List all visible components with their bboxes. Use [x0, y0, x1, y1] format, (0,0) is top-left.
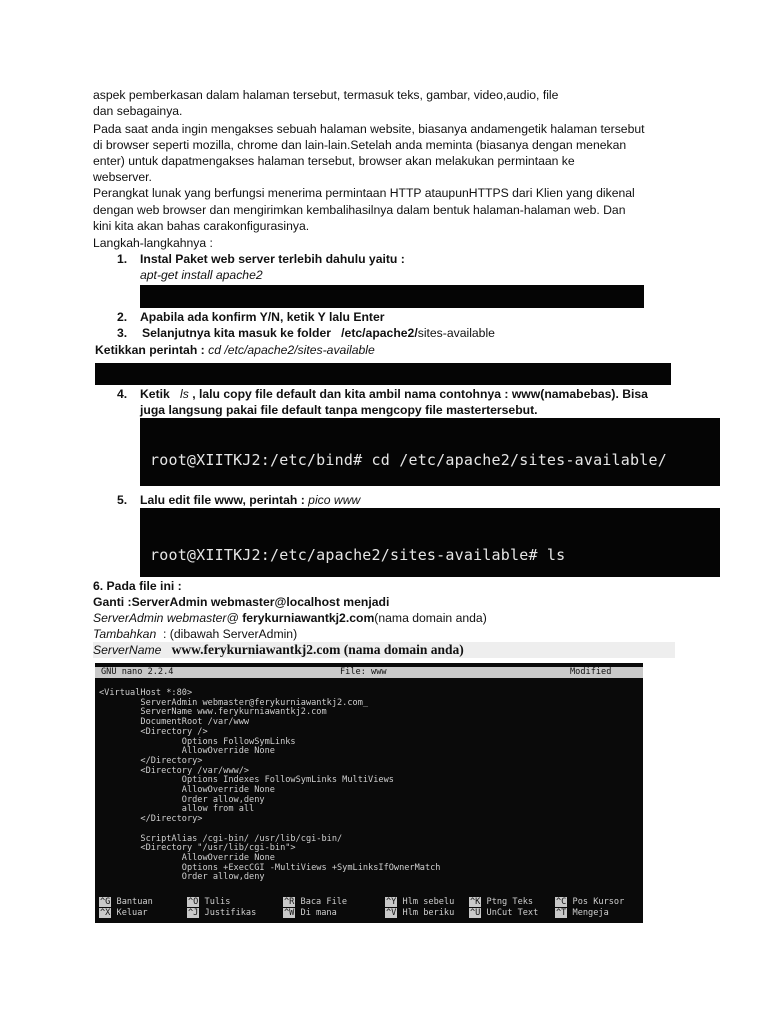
- nano-line: <Directory /var/www/>: [99, 765, 250, 776]
- step-2-text: Apabila ada konfirm Y/N, ketik Y lalu Enter: [140, 310, 385, 324]
- nano-line: Options FollowSymLinks: [99, 736, 296, 747]
- nano-shortcut-key: ^R: [284, 897, 295, 907]
- nano-shortcut-key: ^O: [188, 897, 199, 907]
- nano-line: Order allow,deny: [99, 794, 265, 805]
- nano-line: Options +ExecCGI -MultiViews +SymLinksIfOwnerMatch: [99, 862, 441, 873]
- paragraph-2-line-4: webserver.: [93, 170, 152, 184]
- step-3-number: 3.: [117, 326, 128, 340]
- step-6-line-1: Ganti :ServerAdmin webmaster@localhost menjadi: [93, 595, 390, 609]
- nano-file-name: File: www: [340, 667, 387, 677]
- step-4-ls: ls: [179, 387, 189, 401]
- paragraph-1-line-1: aspek pemberkasan dalam halaman tersebut, termasuk teks, gambar, video,audio, file: [93, 88, 559, 102]
- step-1-command: apt-get install apache2: [140, 268, 263, 282]
- nano-shortcut-label: Tulis: [199, 897, 231, 907]
- nano-shortcut: [555, 908, 609, 918]
- nano-line: AllowOverride None: [99, 785, 275, 796]
- nano-line: AllowOverride None: [99, 746, 275, 757]
- nano-line: </Directory>: [99, 814, 203, 825]
- step-5-text: [140, 492, 360, 508]
- nano-shortcut: [99, 897, 153, 907]
- nano-shortcut-label: UnCut Text: [481, 908, 539, 918]
- nano-editor-screenshot: [95, 663, 643, 923]
- step-4-number: 4.: [117, 387, 128, 401]
- step-6-line-4: [93, 642, 464, 658]
- step-6-line-2: [93, 610, 487, 626]
- terminal-install-apache: [140, 285, 644, 308]
- step-3-folder-b: sites-available: [417, 326, 495, 340]
- step-4-text-c: , lalu copy file default dan kita ambil nama contohnya : www(namabebas). Bisa: [192, 387, 648, 401]
- step-6-domain: ferykurniawantkj2.com: [242, 611, 375, 625]
- nano-shortcut: [187, 908, 256, 918]
- nano-shortcut-key: ^K: [470, 897, 481, 907]
- nano-shortcut: [469, 897, 533, 907]
- nano-shortcut: [385, 897, 454, 907]
- terminal-line: root@XIITKJ2:/etc/bind# cd /etc/apache2/sites-available/: [150, 451, 667, 469]
- nano-shortcut-key: ^T: [556, 908, 567, 918]
- nano-shortcut-label: Di mana: [295, 908, 337, 918]
- nano-content: [99, 689, 440, 883]
- nano-shortcut-key: ^C: [556, 897, 567, 907]
- terminal-copy-default: [140, 418, 720, 486]
- nano-shortcut-key: ^Y: [386, 897, 397, 907]
- step-6-servername-value: www.ferykurniawantkj2.com (nama domain anda): [171, 642, 464, 657]
- nano-shortcut: [555, 897, 624, 907]
- step-6-line-3: [93, 626, 297, 642]
- nano-status: Modified: [570, 667, 612, 677]
- steps-heading: Langkah-langkahnya :: [93, 236, 213, 250]
- nano-line: ServerAdmin webmaster@ferykurniawantkj2.com_: [99, 697, 369, 708]
- nano-shortcut: [283, 908, 337, 918]
- nano-shortcut: [283, 897, 347, 907]
- step-3-text: [142, 325, 495, 341]
- step-6-servername-label: ServerName: [93, 643, 162, 657]
- nano-shortcut-key: ^U: [470, 908, 481, 918]
- nano-shortcut: [99, 908, 148, 918]
- nano-shortcut-key: ^J: [188, 908, 199, 918]
- step-3-text-a: Selanjutnya kita masuk ke folder: [142, 326, 331, 340]
- nano-shortcut-label: Bantuan: [111, 897, 153, 907]
- step-4-text-a: Ketik: [140, 387, 170, 401]
- step-6-heading: 6. Pada file ini :: [93, 579, 182, 593]
- paragraph-3-line-1: Perangkat lunak yang berfungsi menerima permintaan HTTP ataupunHTTPS dari Klien yang dikenal: [93, 186, 635, 200]
- step-5-command: pico www: [308, 493, 361, 507]
- nano-line: </Directory>: [99, 755, 203, 766]
- nano-line: <Directory "/usr/lib/cgi-bin">: [99, 843, 296, 854]
- nano-shortcut-key: ^V: [386, 908, 397, 918]
- nano-version: GNU nano 2.2.4: [101, 667, 174, 677]
- nano-shortcut-key: ^G: [100, 897, 111, 907]
- nano-shortcut: [385, 908, 454, 918]
- terminal-cd-sites-available: [95, 363, 671, 385]
- paragraph-1-line-2: dan sebagainya.: [93, 104, 183, 118]
- nano-shortcut-row-1: [97, 897, 641, 907]
- nano-line: allow from all: [99, 804, 255, 815]
- step-6-serveradmin: ServerAdmin webmaster@: [93, 611, 239, 625]
- nano-line: DocumentRoot /var/www: [99, 717, 250, 728]
- nano-shortcut-key: ^W: [284, 908, 295, 918]
- paragraph-3-line-3: kini kita akan bahas carakonfigurasinya.: [93, 219, 310, 233]
- paragraph-3-line-2: dengan web browser dan mengirimkan kembalihasilnya dalam bentuk halaman-halaman web. Dan: [93, 203, 626, 217]
- nano-line: Order allow,deny: [99, 872, 265, 883]
- nano-line: <VirtualHost *:80>: [99, 688, 193, 698]
- nano-shortcut-label: Hlm sebelu: [397, 897, 455, 907]
- step-6-domain-note: (nama domain anda): [374, 611, 487, 625]
- nano-line: ServerName www.ferykurniawantkj2.com: [99, 707, 327, 718]
- step-1-text: Instal Paket web server terlebih dahulu yaitu :: [140, 252, 405, 266]
- step-3-sub-command: cd /etc/apache2/sites-available: [208, 343, 375, 357]
- step-6-tambahkan-note: : (dibawah ServerAdmin): [163, 627, 298, 641]
- nano-shortcut: [187, 897, 230, 907]
- step-4-text: [140, 386, 648, 402]
- step-1-number: 1.: [117, 252, 128, 266]
- nano-shortcut-label: Keluar: [111, 908, 148, 918]
- nano-line: ScriptAlias /cgi-bin/ /usr/lib/cgi-bin/: [99, 833, 343, 844]
- paragraph-2-line-1: Pada saat anda ingin mengakses sebuah halaman website, biasanya andamengetik halaman tersebut: [93, 122, 645, 136]
- step-5-text-a: Lalu edit file www, perintah :: [140, 493, 305, 507]
- nano-shortcut-label: Justifikas: [199, 908, 257, 918]
- nano-shortcut-label: Mengeja: [567, 908, 609, 918]
- nano-shortcut-label: Ptng Teks: [481, 897, 534, 907]
- step-5-number: 5.: [117, 493, 128, 507]
- step-3-subline: [95, 342, 375, 358]
- nano-title-bar: [95, 667, 643, 678]
- nano-shortcut-label: Pos Kursor: [567, 897, 625, 907]
- step-3-sub-label: Ketikkan perintah :: [95, 343, 205, 357]
- nano-line: Options Indexes FollowSymLinks MultiViews: [99, 775, 394, 786]
- paragraph-2-line-3: enter) untuk dapatmengakses halaman tersebut, browser akan melakukan permintaan ke: [93, 154, 575, 168]
- step-3-folder: /etc/apache2/: [341, 326, 418, 340]
- nano-shortcut-label: Baca File: [295, 897, 348, 907]
- nano-line: <Directory />: [99, 726, 208, 737]
- nano-line: AllowOverride None: [99, 852, 275, 863]
- step-4-text-line-2: juga langsung pakai file default tanpa mengcopy file mastertersebut.: [140, 403, 538, 417]
- nano-shortcut-key: ^X: [100, 908, 111, 918]
- terminal-pico-www: [140, 508, 720, 577]
- terminal-line: root@XIITKJ2:/etc/apache2/sites-available# ls: [150, 546, 566, 564]
- step-6-tambahkan: Tambahkan: [93, 627, 157, 641]
- nano-shortcut-label: Hlm beriku: [397, 908, 455, 918]
- nano-shortcut: [469, 908, 538, 918]
- step-2-number: 2.: [117, 310, 128, 324]
- nano-shortcut-row-2: [97, 908, 641, 918]
- paragraph-2-line-2: di browser seperti mozilla, chrome dan lain-lain.Setelah anda meminta (biasanya dengan menekan: [93, 138, 627, 152]
